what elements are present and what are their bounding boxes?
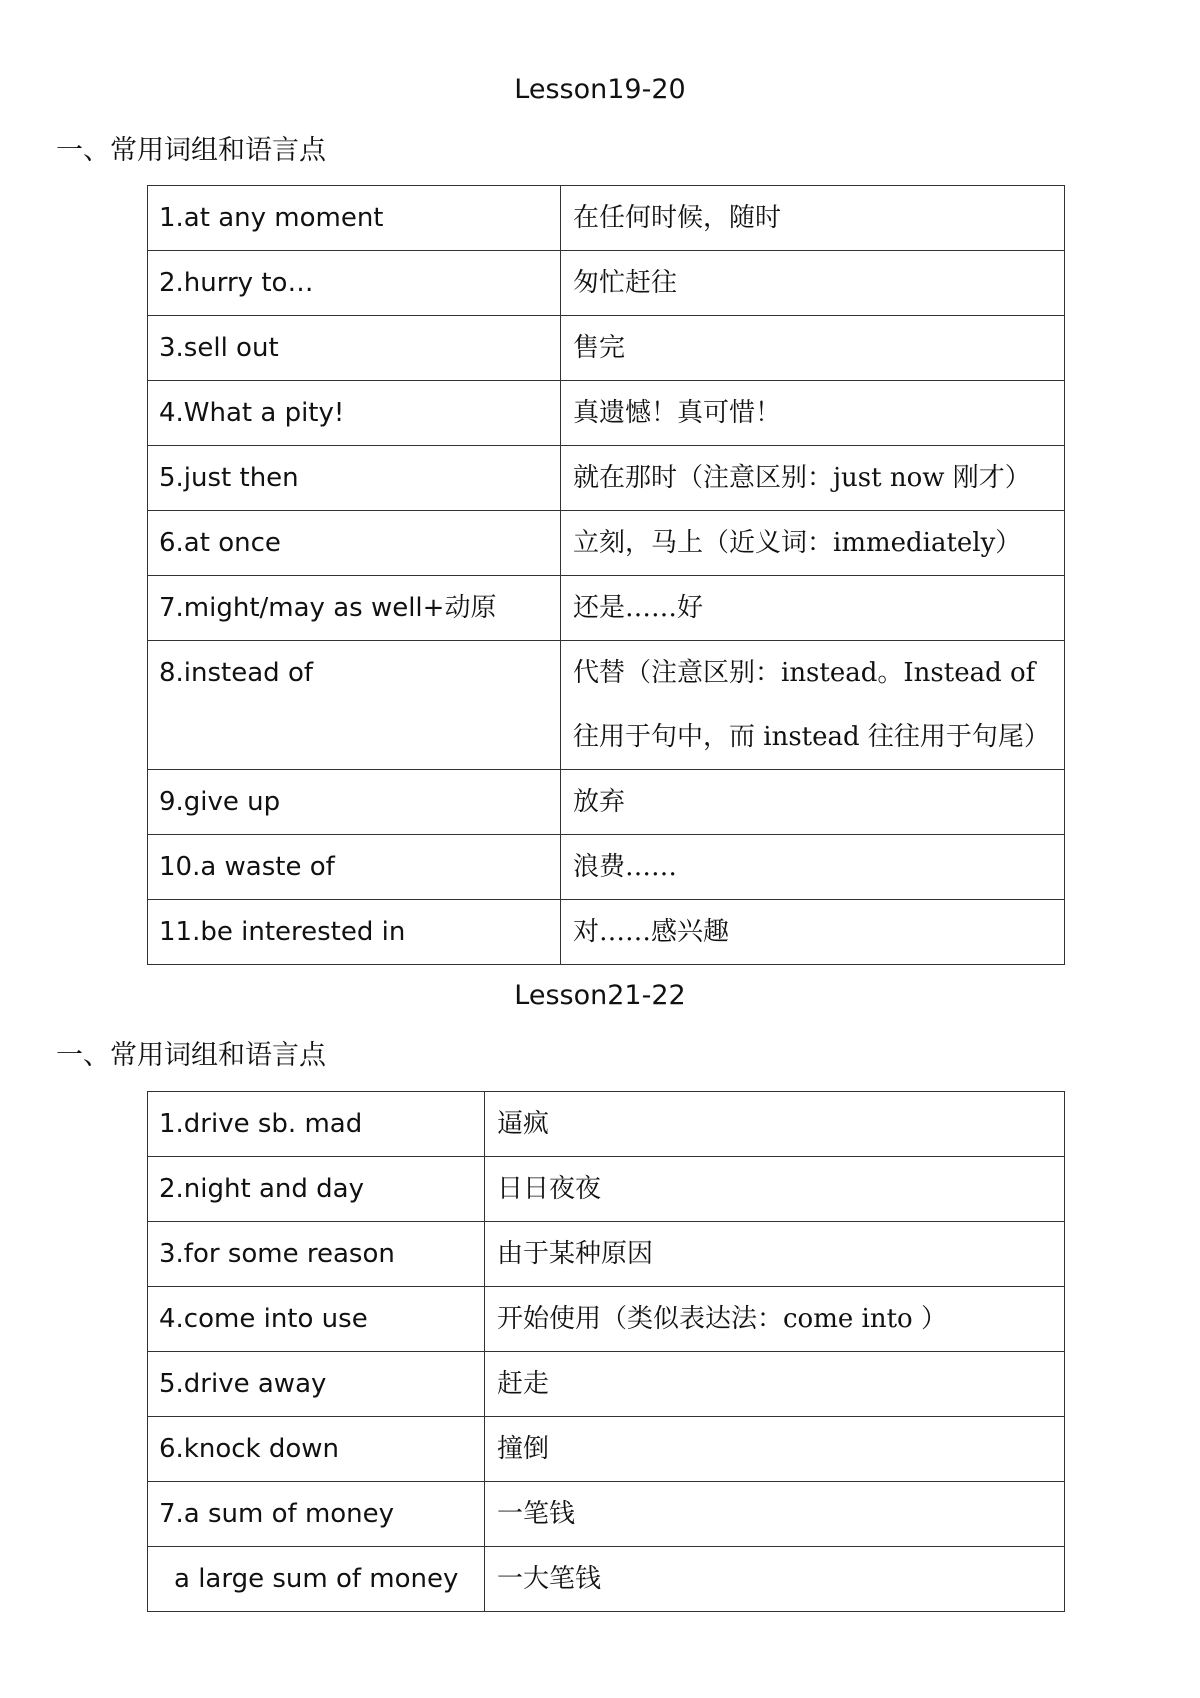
- table-row: [148, 1222, 1065, 1287]
- table-row: [148, 381, 1065, 446]
- phrase-zh: 就在那时（注意区别：just now 刚才）: [561, 446, 1065, 511]
- phrase-en: 9.give up: [148, 770, 561, 835]
- table-row: [148, 1547, 1065, 1612]
- table-row: [148, 770, 1065, 835]
- table-row: [148, 576, 1065, 641]
- phrase-zh: 立刻，马上（近义词：immediately）: [561, 511, 1065, 576]
- phrase-zh: 由于某种原因: [485, 1222, 1065, 1287]
- phrase-en: 5.drive away: [148, 1352, 485, 1417]
- section-heading-2: 一、常用词组和语言点: [56, 1040, 326, 1071]
- phrase-table-21-22: [147, 1091, 1065, 1612]
- phrase-en: 1.at any moment: [148, 186, 561, 251]
- phrase-en: 7.might/may as well+动原: [148, 576, 561, 641]
- phrase-zh: 浪费……: [561, 835, 1065, 900]
- table-row: [148, 316, 1065, 381]
- table-row: [148, 251, 1065, 316]
- table-row: [148, 186, 1065, 251]
- phrase-zh: 一大笔钱: [485, 1547, 1065, 1612]
- phrase-zh: 真遗憾！真可惜！: [561, 381, 1065, 446]
- phrase-zh: 放弃: [561, 770, 1065, 835]
- table-row: [148, 1482, 1065, 1547]
- table-row: [148, 835, 1065, 900]
- table-row: [148, 1352, 1065, 1417]
- phrase-zh: 对……感兴趣: [561, 900, 1065, 965]
- phrase-en: 1.drive sb. mad: [148, 1092, 485, 1157]
- phrase-zh: 匆忙赶往: [561, 251, 1065, 316]
- table-row: [148, 1157, 1065, 1222]
- phrase-zh: 一笔钱: [485, 1482, 1065, 1547]
- phrase-en: 10.a waste of: [148, 835, 561, 900]
- phrase-zh: 代替（注意区别：instead。Instead of 往用于句中，而 instead 往往用于句尾）: [561, 641, 1065, 770]
- phrase-en: 11.be interested in: [148, 900, 561, 965]
- phrase-en: 4.What a pity!: [148, 381, 561, 446]
- phrase-zh: 赶走: [485, 1352, 1065, 1417]
- phrase-en: 6.knock down: [148, 1417, 485, 1482]
- phrase-en: 7.a sum of money: [148, 1482, 485, 1547]
- phrase-en: 2.hurry to…: [148, 251, 561, 316]
- lesson-title-21-22: Lesson21-22: [514, 980, 686, 1011]
- lesson-title-19-20: Lesson19-20: [514, 74, 686, 105]
- table-row: [148, 641, 1065, 770]
- phrase-zh: 日日夜夜: [485, 1157, 1065, 1222]
- phrase-en: a large sum of money: [148, 1547, 485, 1612]
- phrase-zh: 在任何时候，随时: [561, 186, 1065, 251]
- section-heading-1: 一、常用词组和语言点: [56, 135, 326, 166]
- phrase-en: 6.at once: [148, 511, 561, 576]
- table-row: [148, 511, 1065, 576]
- phrase-table-19-20: [147, 185, 1065, 965]
- table-row: [148, 446, 1065, 511]
- phrase-zh: 还是……好: [561, 576, 1065, 641]
- table-row: [148, 900, 1065, 965]
- phrase-en: 8.instead of: [148, 641, 561, 770]
- phrase-en: 4.come into use: [148, 1287, 485, 1352]
- phrase-zh: 开始使用（类似表达法：come into ）: [485, 1287, 1065, 1352]
- phrase-zh: 撞倒: [485, 1417, 1065, 1482]
- phrase-en: 3.sell out: [148, 316, 561, 381]
- table-row: [148, 1417, 1065, 1482]
- phrase-zh: 逼疯: [485, 1092, 1065, 1157]
- table-row: [148, 1287, 1065, 1352]
- phrase-en: 2.night and day: [148, 1157, 485, 1222]
- phrase-en: 3.for some reason: [148, 1222, 485, 1287]
- table-row: [148, 1092, 1065, 1157]
- phrase-en: 5.just then: [148, 446, 561, 511]
- phrase-zh: 售完: [561, 316, 1065, 381]
